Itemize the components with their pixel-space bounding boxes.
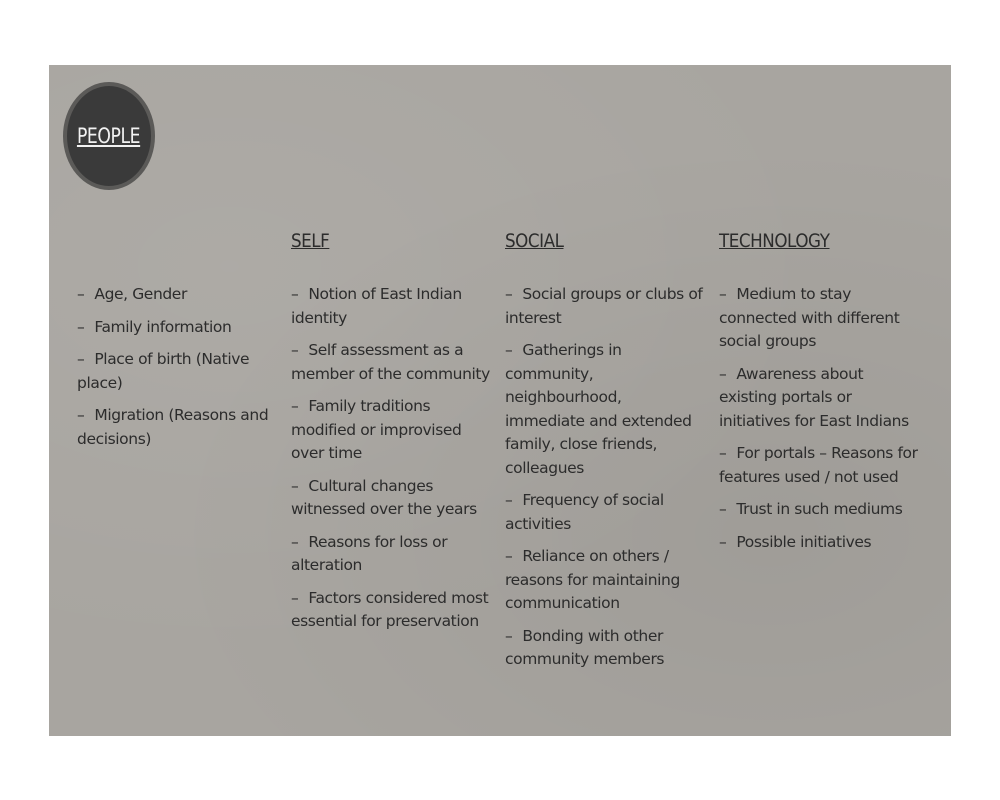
slide [49, 65, 951, 736]
list-item: – Notion of East Indian identity [291, 285, 462, 327]
dash-bullet: – [291, 588, 299, 607]
heading-self: SELF [291, 230, 330, 252]
list-item: – Place of birth (Native place) [77, 350, 250, 392]
list-item: – Social groups or clubs of interest [505, 285, 703, 327]
dash-bullet: – [719, 444, 727, 462]
dash-bullet: – [505, 626, 513, 645]
list-item: – Bonding with other community members [505, 626, 665, 668]
dash-bullet: – [77, 285, 85, 303]
slide-title: PEOPLE [77, 124, 141, 148]
list-item: – Gatherings in community, neighbourhood, immediate and extended family, close friends, colleagues [505, 341, 692, 477]
dash-bullet: – [291, 532, 299, 551]
technology-list [719, 283, 924, 563]
dash-bullet: – [291, 476, 299, 495]
dash-bullet: – [719, 364, 727, 383]
self-list [291, 283, 491, 643]
list-item: – Factors considered most essential for preservation [291, 588, 489, 630]
general-list [77, 283, 277, 460]
dash-bullet: – [505, 547, 513, 565]
dash-bullet: – [505, 341, 513, 359]
list-item: – Family traditions modified or improvised over time [291, 397, 462, 462]
list-item: – Cultural changes witnessed over the years [291, 476, 477, 518]
heading-social: SOCIAL [505, 230, 564, 252]
social-list [505, 283, 705, 681]
list-item: – Frequency of social activities [505, 491, 664, 533]
list-item: – Self assessment as a member of the community [291, 341, 490, 383]
list-item: – Awareness about existing portals or initiatives for East Indians [719, 364, 909, 430]
dash-bullet: – [719, 285, 727, 303]
dash-bullet: – [719, 532, 727, 551]
list-item: – Reliance on others / reasons for maintaining communication [505, 547, 680, 612]
dash-bullet: – [291, 341, 299, 359]
list-item: – Possible initiatives [719, 531, 924, 555]
dash-bullet: – [291, 397, 299, 415]
dash-bullet: – [77, 406, 85, 424]
dash-bullet: – [291, 285, 299, 303]
title-badge [63, 82, 155, 190]
dash-bullet: – [505, 285, 513, 303]
dash-bullet: – [77, 350, 85, 368]
list-item: – Trust in such mediums [719, 498, 924, 522]
list-item: – Reasons for loss or alteration [291, 532, 448, 574]
list-item: – For portals – Reasons for features used / not used [719, 444, 918, 486]
list-item: – Medium to stay connected with different social groups [719, 285, 900, 350]
list-item: – Family information [77, 316, 277, 340]
heading-technology: TECHNOLOGY [719, 230, 830, 252]
list-item: – Migration (Reasons and decisions) [77, 406, 269, 448]
list-item: – Age, Gender [77, 283, 277, 307]
dash-bullet: – [719, 500, 727, 518]
dash-bullet: – [77, 317, 85, 336]
dash-bullet: – [505, 491, 513, 509]
